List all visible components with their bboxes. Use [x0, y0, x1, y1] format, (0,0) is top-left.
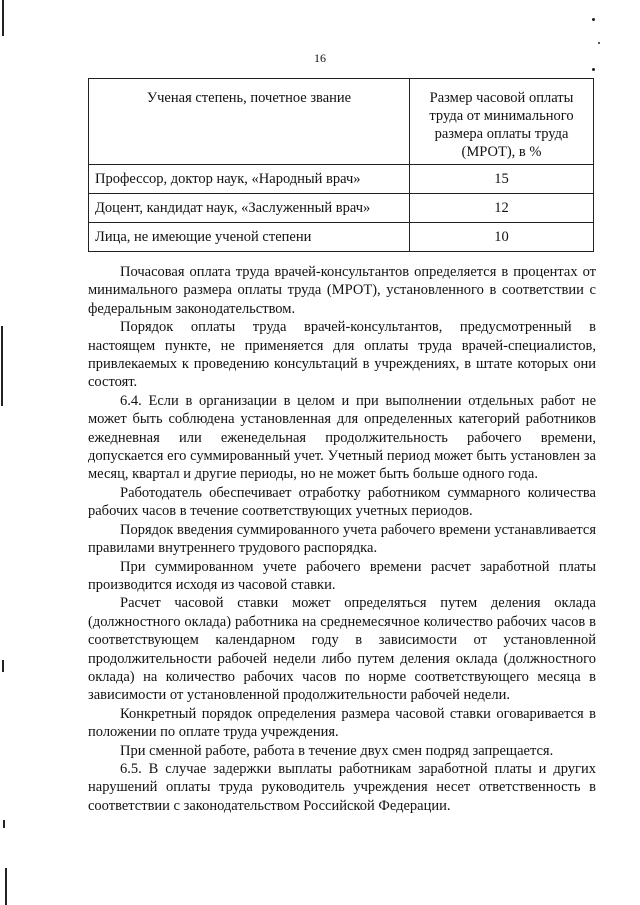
page-number: 16	[314, 51, 326, 65]
row-rate: 10	[410, 223, 594, 252]
paragraph: Почасовая оплата труда врачей-консультантов определяется в процентах от минимального размера оплаты труда (МРОТ), установленного в соответствии с федеральным законодательством.	[88, 264, 596, 317]
row-degree: Лица, не имеющие ученой степени	[89, 223, 410, 252]
table-row	[89, 223, 594, 252]
paragraph: Расчет часовой ставки может определяться путем деления оклада (должностного оклада) работника на среднемесячное количество рабочих часов в соответствующем календарном году в зависимости от установленной продолжительности рабочей недели либо путем деления оклада (должностного оклада) на количество рабочих часов по норме соответствующего месяца в зависимости от установленной продолжительности рабочей недели.	[88, 595, 596, 704]
scan-mark	[2, 660, 4, 672]
header-degree: Ученая степень, почетное звание	[89, 79, 410, 165]
table-row	[89, 165, 594, 194]
table-row	[89, 194, 594, 223]
paragraph: 6.5. В случае задержки выплаты работникам заработной платы и других нарушений оплаты труда руководитель учреждения несет ответственность в соответствии с законодательством Российской Федерации.	[88, 760, 596, 814]
scan-mark	[2, 0, 4, 36]
paragraph: При суммированном учете рабочего времени расчет заработной платы производится исходя из часовой ставки.	[88, 558, 596, 593]
paragraph: При сменной работе, работа в течение двух смен подряд запрещается.	[120, 742, 554, 759]
scan-mark	[5, 868, 7, 905]
header-rate: Размер часовой оплаты труда от минимального размера оплаты труда (МРОТ), в %	[410, 79, 594, 165]
row-rate: 15	[410, 165, 594, 194]
scan-mark	[592, 18, 595, 21]
paragraph: Работодатель обеспечивает отработку работником суммарного количества рабочих часов в течение соответствующих учетных периодов.	[88, 484, 596, 520]
table-header-row	[89, 79, 594, 165]
scan-mark	[1, 326, 3, 406]
row-degree: Доцент, кандидат наук, «Заслуженный врач»	[89, 194, 410, 223]
scan-mark	[592, 68, 595, 71]
body-text	[88, 263, 596, 815]
scan-mark	[598, 42, 600, 44]
row-degree: Профессор, доктор наук, «Народный врач»	[89, 165, 410, 194]
paragraph: Порядок оплаты труда врачей-консультантов, предусмотренный в настоящем пункте, не применяется для оплаты труда врачей-специалистов, привлекаемых к проведению консультаций в учреждениях, в штате которых они состоят.	[88, 319, 596, 391]
row-rate: 12	[410, 194, 594, 223]
paragraph: 6.4. Если в организации в целом и при выполнении отдельных работ не может быть соблюдена установленная для определенных категорий работников ежедневная или еженедельная продолжительность рабочего времени, допускается его суммированный учет. Учетный период может быть установлен за месяц, квартал и другие периоды, но не может быть больше одного года.	[88, 392, 596, 483]
paragraph: Порядок введения суммированного учета рабочего времени устанавливается правилами внутреннего трудового распорядка.	[88, 521, 596, 557]
paragraph: Конкретный порядок определения размера часовой ставки оговаривается в положении по оплате труда учреждения.	[88, 705, 596, 741]
scan-mark	[3, 820, 5, 828]
rates-table	[88, 78, 594, 252]
